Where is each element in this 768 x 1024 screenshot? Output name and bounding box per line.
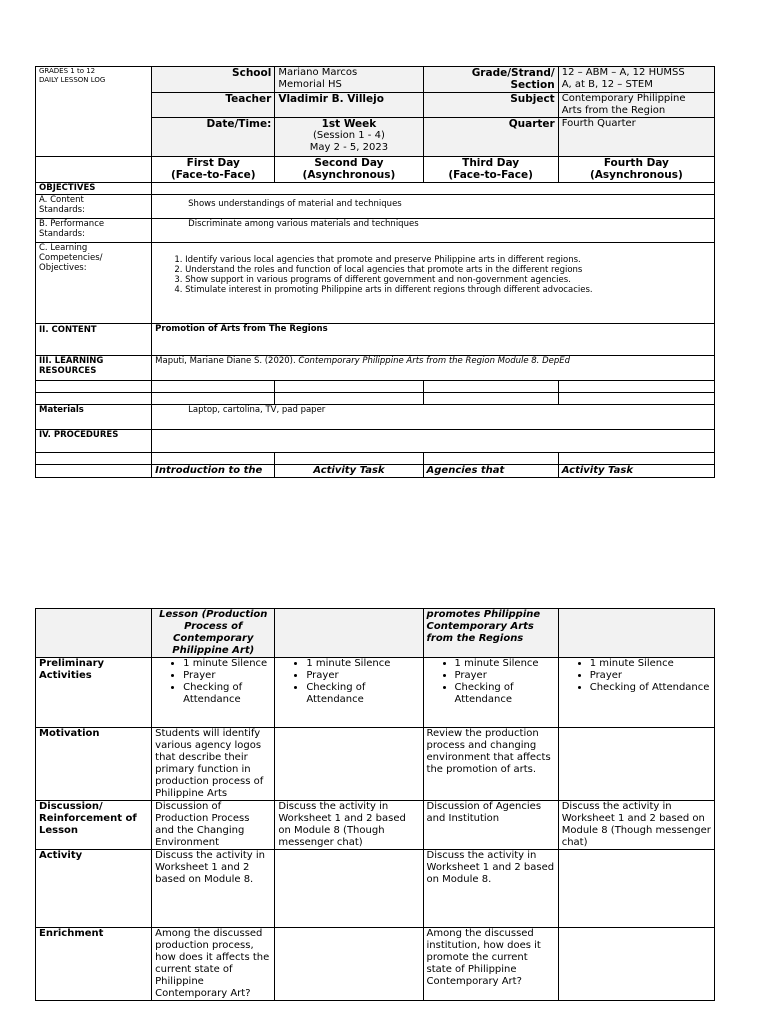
school-value: Mariano Marcos Memorial HS	[275, 67, 423, 93]
enrichment-day2	[275, 928, 423, 1001]
list-item: • Prayer	[306, 670, 419, 682]
lesson-title-day3: Agencies that	[423, 465, 558, 478]
competency-item: 1. Identify various local agencies that promote and preserve Philippine arts in different regions.	[185, 255, 711, 265]
motivation-day2	[275, 728, 423, 801]
discussion-label: Discussion/ Reinforcement of Lesson	[36, 801, 152, 850]
lesson-title-day1: Introduction to the	[152, 465, 275, 478]
objectives-value	[152, 183, 715, 195]
procedures-label: IV. PROCEDURES	[36, 430, 152, 453]
grade-section-value: 12 – ABM – A, 12 HUMSS A, at B, 12 – STEM	[558, 67, 714, 93]
day-header-2: Second Day (Asynchronous)	[275, 157, 423, 183]
list-item: • Checking of Attendance	[183, 682, 271, 706]
resources-value: Maputi, Mariane Diane S. (2020). Contemporary Philippine Arts from the Region Module 8. DepEd	[152, 356, 715, 381]
day-header-blank	[36, 157, 152, 183]
discussion-day3: Discussion of Agencies and Institution	[423, 801, 558, 850]
list-item: • 1 minute Silence	[455, 658, 555, 670]
subject-label: Subject	[423, 93, 558, 118]
lesson-title-day3-cont: promotes Philippine Contemporary Arts from the Regions	[423, 609, 558, 658]
quarter-label: Quarter	[423, 118, 558, 157]
empty-cell	[152, 381, 275, 393]
activity-day1: Discuss the activity in Worksheet 1 and 2 based on Module 8.	[152, 850, 275, 928]
title-blank	[275, 609, 423, 658]
list-item: • Prayer	[590, 670, 711, 682]
list-item: • Checking of Attendance	[306, 682, 419, 706]
motivation-day3: Review the production process and changing environment that affects the promotion of arts.	[423, 728, 558, 801]
list-item: • 1 minute Silence	[306, 658, 419, 670]
competencies-label: C. Learning Competencies/ Objectives:	[36, 243, 152, 324]
procedures-value	[152, 430, 715, 453]
activity-label: Activity	[36, 850, 152, 928]
list-item: • Prayer	[455, 670, 555, 682]
preliminary-list	[278, 658, 419, 706]
lesson-title-day2: Activity Task	[275, 465, 423, 478]
competency-item: 2. Understand the roles and function of local agencies that promote arts in the different regions	[185, 265, 711, 275]
competency-item: 4. Stimulate interest in promoting Philippine arts in different regions through different advocacies.	[185, 285, 711, 295]
competencies-value	[152, 243, 715, 324]
preliminary-day1	[152, 658, 275, 728]
preliminary-list	[155, 658, 271, 706]
preliminary-list	[562, 658, 711, 694]
grades-log-cell	[36, 67, 152, 157]
empty-cell	[423, 453, 558, 465]
title-blank	[36, 609, 152, 658]
teacher-label: Teacher	[152, 93, 275, 118]
list-item: • Checking of Attendance	[455, 682, 555, 706]
date-value: 1st Week (Session 1 - 4) May 2 - 5, 2023	[275, 118, 423, 157]
discussion-day1: Discussion of Production Process and the Changing Environment	[152, 801, 275, 850]
empty-cell	[275, 393, 423, 405]
list-item: • Prayer	[183, 670, 271, 682]
motivation-day1: Students will identify various agency logos that describe their primary function in production process of Philippine Arts	[152, 728, 275, 801]
enrichment-day3: Among the discussed institution, how does it promote the current state of Philippine Contemporary Art?	[423, 928, 558, 1001]
teacher-value: Vladimir B. Villejo	[275, 93, 423, 118]
preliminary-day3	[423, 658, 558, 728]
title-blank	[558, 609, 714, 658]
discussion-day4: Discuss the activity in Worksheet 1 and 2 based on Module 8 (Though messenger chat)	[558, 801, 714, 850]
empty-cell	[36, 381, 152, 393]
motivation-day4	[558, 728, 714, 801]
enrichment-day4	[558, 928, 714, 1001]
empty-cell	[152, 453, 275, 465]
empty-cell	[558, 381, 714, 393]
content-value: Promotion of Arts from The Regions	[152, 324, 715, 356]
activity-day3: Discuss the activity in Worksheet 1 and 2 based on Module 8.	[423, 850, 558, 928]
lesson-title-day1-cont: Lesson (Production Process of Contemporary Philippine Art)	[152, 609, 275, 658]
date-label: Date/Time:	[152, 118, 275, 157]
performance-standards-label: B. Performance Standards:	[36, 219, 152, 243]
list-item: • 1 minute Silence	[183, 658, 271, 670]
content-standards-value: Shows understandings of material and techniques	[152, 195, 715, 219]
grades-log-line2: DAILY LESSON LOG	[39, 76, 106, 84]
day-header-1: First Day (Face-to-Face)	[152, 157, 275, 183]
preliminary-day4	[558, 658, 714, 728]
empty-cell	[275, 381, 423, 393]
resources-label: III. LEARNING RESOURCES	[36, 356, 152, 381]
competency-item: 3. Show support in various programs of different government and non-government agencies.	[185, 275, 711, 285]
empty-cell	[275, 453, 423, 465]
preliminary-list	[427, 658, 555, 706]
empty-cell	[36, 453, 152, 465]
empty-cell	[36, 465, 152, 478]
day-header-4: Fourth Day (Asynchronous)	[558, 157, 714, 183]
preliminary-label: Preliminary Activities	[36, 658, 152, 728]
preliminary-day2	[275, 658, 423, 728]
materials-label: Materials	[36, 405, 152, 430]
motivation-label: Motivation	[36, 728, 152, 801]
empty-cell	[558, 453, 714, 465]
performance-standards-value: Discriminate among various materials and techniques	[152, 219, 715, 243]
list-item: • Checking of Attendance	[590, 682, 711, 694]
content-standards-label: A. Content Standards:	[36, 195, 152, 219]
enrichment-label: Enrichment	[36, 928, 152, 1001]
lesson-log-table-page2	[35, 608, 715, 1001]
lesson-log-table-page1	[35, 66, 715, 478]
empty-cell	[423, 381, 558, 393]
content-label: II. CONTENT	[36, 324, 152, 356]
enrichment-day1: Among the discussed production process, how does it affects the current state of Philippine Contemporary Art?	[152, 928, 275, 1001]
empty-cell	[558, 393, 714, 405]
competencies-list	[155, 255, 711, 295]
materials-value: Laptop, cartolina, TV, pad paper	[152, 405, 715, 430]
empty-cell	[36, 393, 152, 405]
subject-value: Contemporary Philippine Arts from the Region	[558, 93, 714, 118]
activity-day2	[275, 850, 423, 928]
discussion-day2: Discuss the activity in Worksheet 1 and 2 based on Module 8 (Though messenger chat)	[275, 801, 423, 850]
lesson-title-day4: Activity Task	[558, 465, 714, 478]
day-header-3: Third Day (Face-to-Face)	[423, 157, 558, 183]
quarter-value: Fourth Quarter	[558, 118, 714, 157]
empty-cell	[152, 393, 275, 405]
activity-day4	[558, 850, 714, 928]
grade-section-label: Grade/Strand/ Section	[423, 67, 558, 93]
objectives-label: OBJECTIVES	[36, 183, 152, 195]
school-label: School	[152, 67, 275, 93]
empty-cell	[423, 393, 558, 405]
list-item: • 1 minute Silence	[590, 658, 711, 670]
grades-log-line1: GRADES 1 to 12	[39, 67, 96, 75]
